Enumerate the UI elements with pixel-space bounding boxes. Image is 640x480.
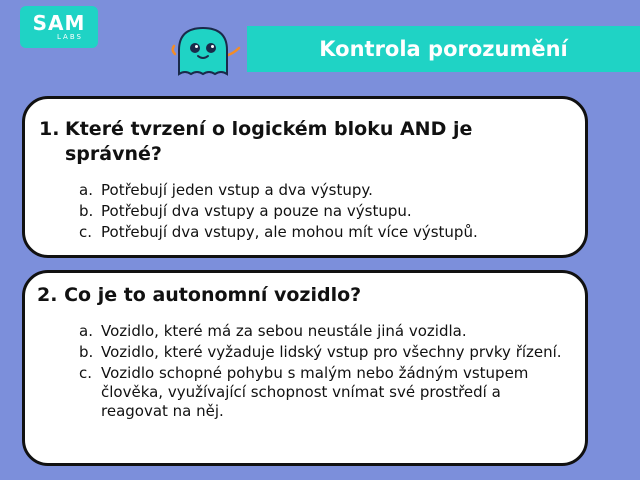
option-text: Vozidlo schopné pohybu s malým nebo žádným vstupem člověka, využívající schopnost vnímat své prostředí a reagovat na něj. [101, 364, 529, 420]
option-text: Potřebují jeden vstup a dva výstupy. [101, 181, 373, 199]
option-letter: b. [79, 202, 94, 220]
option-letter: a. [79, 322, 93, 340]
mascot-icon [165, 20, 245, 80]
option-text: Vozidlo, které má za sebou neustále jiná vozidla. [101, 322, 467, 340]
question-1-options [79, 181, 571, 244]
option-item [79, 202, 571, 221]
page-title: Kontrola porozumění [319, 37, 568, 61]
option-letter: c. [79, 223, 93, 241]
logo-sub-text: LABS [57, 33, 83, 41]
question-card-1 [22, 96, 588, 258]
question-card-2 [22, 270, 588, 466]
question-2 [37, 283, 565, 308]
option-item [79, 364, 571, 421]
option-letter: b. [79, 343, 94, 361]
option-item [79, 223, 571, 242]
option-item [79, 322, 571, 341]
option-letter: c. [79, 364, 93, 382]
question-2-text: Co je to autonomní vozidlo? [64, 284, 362, 306]
sam-labs-logo [20, 6, 98, 48]
option-letter: a. [79, 181, 93, 199]
option-text: Vozidlo, které vyžaduje lidský vstup pro všechny prvky řízení. [101, 343, 562, 361]
option-item [79, 181, 571, 200]
question-1 [39, 117, 565, 167]
title-banner [247, 26, 640, 72]
logo-main-text: SAM [32, 11, 86, 35]
question-1-number: 1. [39, 118, 60, 140]
question-1-text: Které tvrzení o logickém bloku AND je správné? [65, 118, 473, 165]
question-2-options [79, 322, 571, 423]
option-item [79, 343, 571, 362]
option-text: Potřebují dva vstupy a pouze na výstupu. [101, 202, 412, 220]
question-2-number: 2. [37, 284, 58, 306]
option-text: Potřebují dva vstupy, ale mohou mít více výstupů. [101, 223, 478, 241]
